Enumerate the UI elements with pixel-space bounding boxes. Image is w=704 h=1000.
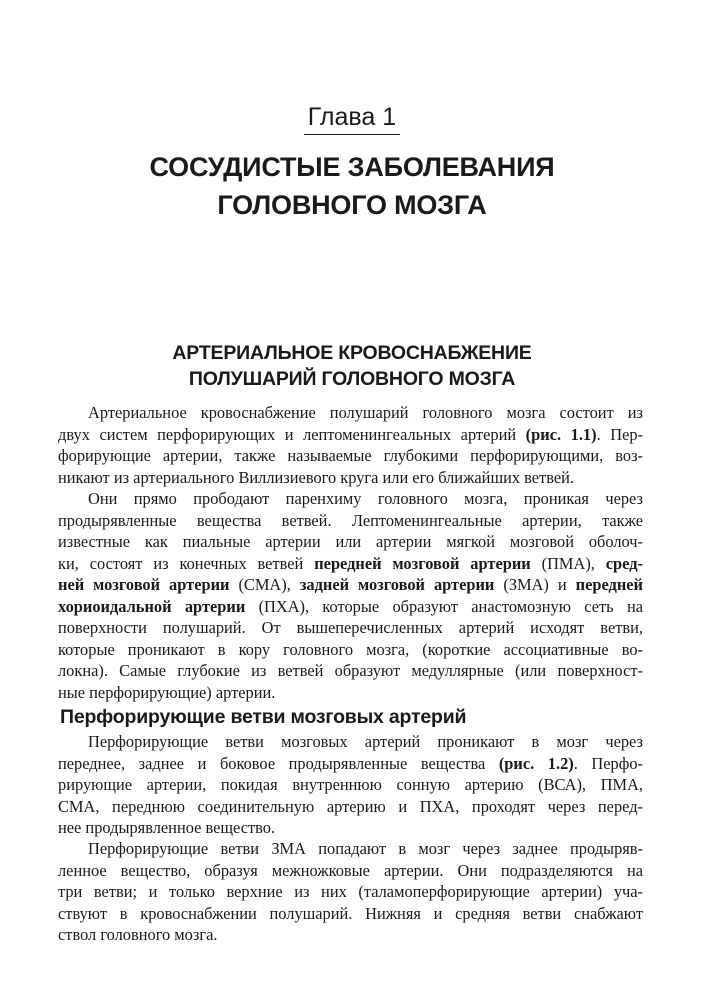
section-paragraph-2 <box>58 488 643 703</box>
chapter-title-line-1: СОСУДИСТЫЕ ЗАБОЛЕВАНИЯ <box>149 152 555 182</box>
text-line: никают из артериального Виллизиевого круга или его ближайших ветвей. <box>58 467 574 487</box>
section-title-line-1: АРТЕРИАЛЬНОЕ КРОВОСНАБЖЕНИЕ <box>172 342 532 364</box>
text-line: ней мозговой артерии (СМА), задней мозговой артерии (ЗМА) и передней <box>58 575 643 594</box>
text-line: ленное вещество, образуя межножковые артерии. Они подразделяются на <box>58 860 643 880</box>
subsection-title: Перфорирующие ветви мозговых артерий <box>60 706 467 728</box>
text-line: которые проникают в кору головного мозга, (короткие ассоциативные во- <box>58 639 643 659</box>
text-line: Перфорирующие ветви ЗМА попадают в мозг через заднее продыряв- <box>88 839 643 858</box>
term-zma: задней мозговой артерии <box>299 575 495 594</box>
text-line: ствол головного мозга. <box>58 925 218 944</box>
text-line: переднее, заднее и боковое продырявленные вещества (рис. 1.2). Перфо- <box>58 753 643 773</box>
section-title-line-2: ПОЛУШАРИЙ ГОЛОВНОГО МОЗГА <box>188 368 516 390</box>
text-line: СМА, переднюю соединительную артерию и ПХА, проходят через перед- <box>58 796 643 816</box>
figure-ref: (рис. 1.1) <box>525 424 597 444</box>
section-title <box>0 340 704 392</box>
text-line: хориоидальной артерии (ПХА), которые образуют анастомозную сеть на <box>58 596 643 616</box>
chapter-title-line-2: ГОЛОВНОГО МОЗГА <box>217 190 487 220</box>
text-line: продырявленные вещества ветвей. Лептоменингеальные артерии, также <box>58 510 643 530</box>
figure-ref: (рис. 1.2) <box>498 753 574 773</box>
text-line: поверхности полушарий. От вышеперечисленных артерий исходят ветви, <box>58 618 643 637</box>
text-line: нее продырявленное вещество. <box>58 818 276 837</box>
chapter-label: Глава 1 <box>0 102 704 135</box>
text-line: Они прямо прободают паренхиму головного мозга, проникая через <box>88 489 643 508</box>
term-sma: сред- <box>605 553 643 573</box>
text-line: Артериальное кровоснабжение полушарий головного мозга состоит из <box>88 403 643 422</box>
text-line: Перфорирующие ветви мозговых артерий проникают в мозг через <box>88 732 643 751</box>
text-line: локна). Самые глубокие из ветвей образуют медуллярные (или поверхност- <box>58 661 643 680</box>
text-line: известные как пиальные артерии или артерии мягкой мозговой оболоч- <box>58 532 643 551</box>
text-line: рирующие артерии, покидая внутреннюю сонную артерию (ВСА), ПМА, <box>58 775 643 794</box>
term-pma: передней мозговой артерии <box>314 553 531 573</box>
text-line: форирующие артерии, также называемые глубокими перфорирующими, воз- <box>58 446 643 465</box>
subsection-paragraph-1 <box>58 731 643 839</box>
text-line: ствуют в кровоснабжении полушарий. Нижняя и средняя ветви снабжают <box>58 903 643 923</box>
term-pha: передней <box>575 575 643 594</box>
text-line: ки, состоят из конечных ветвей передней мозговой артерии (ПМА), сред- <box>58 553 643 573</box>
subsection-paragraph-2 <box>58 838 643 946</box>
text-line: ные перфорирующие) артерии. <box>58 682 276 702</box>
text-line: двух систем перфорирующих и лептоменингеальных артерий (рис. 1.1). Пер- <box>58 424 643 444</box>
section-paragraph-1 <box>58 402 643 488</box>
text-line: три ветви; и только верхние из них (таламоперфорирующие артерии) уча- <box>58 882 643 901</box>
chapter-title <box>0 148 704 224</box>
